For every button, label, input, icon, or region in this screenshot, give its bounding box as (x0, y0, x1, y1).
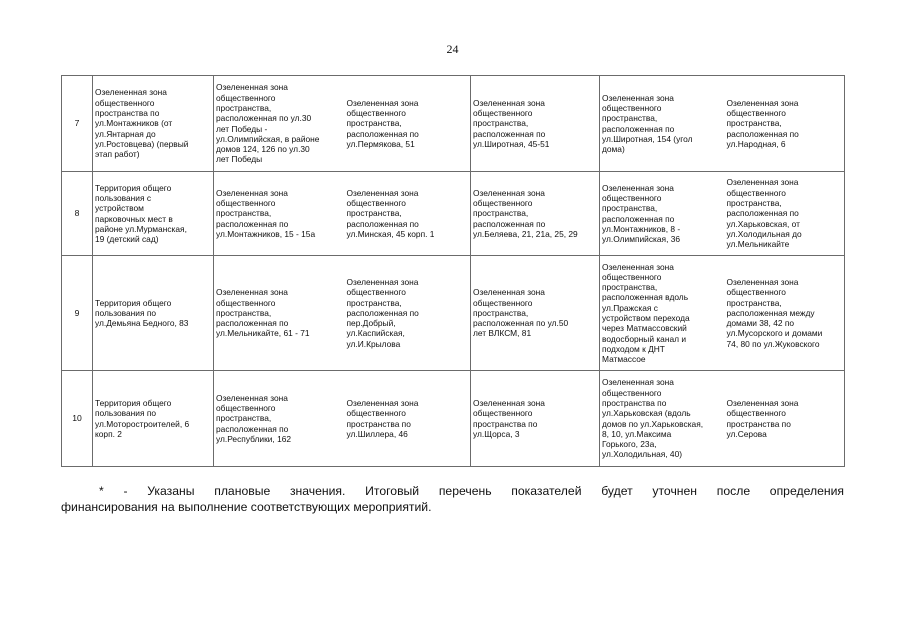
cell-text: Озелененная зона общественного пространства, расположенная по ул.Монтажников, 8 - ул.Олимпийская, 36 (602, 182, 681, 245)
table-cell (471, 371, 600, 467)
table-cell (93, 371, 214, 467)
table-row (62, 172, 845, 256)
cell-text: Озелененная зона общественного пространства, расположенная по ул.Республики, 162 (216, 392, 292, 444)
table-cell (725, 256, 845, 371)
table-cell (214, 371, 345, 467)
table-cell (600, 172, 725, 256)
table-cell (471, 76, 600, 172)
cell-text: Озелененная зона общественного пространства, расположенная по пер.Добрый, ул.Каспийская, ул.И.Крылова (346, 276, 419, 349)
table-cell (600, 256, 725, 371)
table-row (62, 371, 845, 467)
cell-text: Озелененная зона общественного пространства по ул.Монтажников (от ул.Янтарная до ул.Ростовцева) (первый этап работ) (95, 87, 189, 160)
cell-text: Озелененная зона общественного пространства по ул.Серова (726, 397, 799, 439)
table-cell (345, 371, 471, 467)
table-cell (471, 172, 600, 256)
table-row (62, 256, 845, 371)
page-number: 24 (446, 42, 459, 56)
table-cell (345, 256, 471, 371)
row-number: 10 (62, 371, 93, 467)
cell-text: Озелененная зона общественного пространства, расположенная по ул.Широтная, 45-51 (473, 97, 550, 149)
areas-table (61, 75, 845, 467)
footnote-line-2: финансирования на выполнение соответствующих мероприятий. (61, 500, 432, 514)
cell-text: Озелененная зона общественного пространства, расположенная по ул.Монтажников, 15 - 15а (216, 187, 316, 239)
cell-text: Озелененная зона общественного пространства, расположенная между домами 38, 42 по ул.Мусорского и домами 74, 80 по ул.Жуковского (726, 276, 823, 349)
cell-text: Озелененная зона общественного пространства по ул.Шиллера, 46 (346, 397, 419, 439)
cell-text: Территория общего пользования с устройством парковочных мест в районе ул.Мурманская, 19 (детский сад) (95, 182, 187, 245)
cell-text: Озелененная зона общественного пространства, расположенная по ул.Беляева, 21, 21а, 25, 29 (473, 187, 578, 239)
cell-text: Озелененная зона общественного пространства, расположенная по ул.Харьковская, от ул.Холодильная до ул.Мельникайте (726, 177, 802, 250)
cell-text: Территория общего пользования по ул.Демьяна Бедного, 83 (95, 297, 189, 329)
table-cell (214, 76, 345, 172)
row-number: 9 (62, 256, 93, 371)
cell-text: Озелененная зона общественного пространства, расположенная по ул.Минская, 45 корп. 1 (346, 187, 435, 239)
cell-text: Озелененная зона общественного пространства, расположенная по ул.Мельникайте, 61 - 71 (216, 287, 310, 339)
cell-text: Озелененная зона общественного пространства, расположенная по ул.50 лет ВЛКСМ, 81 (473, 287, 569, 339)
table-cell (600, 371, 725, 467)
table-cell (214, 256, 345, 371)
table-cell (600, 76, 725, 172)
cell-text: Озелененная зона общественного пространства, расположенная по ул.30 лет Победы - ул.Олимпийская, в районе домов 124, 126 по ул.30 лет Победы (216, 82, 320, 165)
cell-text: Озелененная зона общественного пространства, расположенная по ул.Широтная, 154 (угол дома) (602, 92, 693, 155)
table-cell (725, 76, 845, 172)
table-cell (471, 256, 600, 371)
footnote-line-1: * - Указаны плановые значения. Итоговый перечень показателей будет уточнен после определения (99, 484, 844, 498)
footnote (61, 483, 844, 515)
cell-text: Территория общего пользования по ул.Моторостроителей, 6 корп. 2 (95, 397, 190, 439)
table-cell (345, 76, 471, 172)
table-cell (93, 76, 214, 172)
table-cell (725, 371, 845, 467)
table-cell (214, 172, 345, 256)
cell-text: Озелененная зона общественного пространства, расположенная по ул.Народная, 6 (726, 97, 799, 149)
cell-text: Озелененная зона общественного пространства, расположенная по ул.Пермякова, 51 (346, 97, 419, 149)
cell-text: Озелененная зона общественного пространства, расположенная вдоль ул.Пражская с устройством перехода через Матмассовский водосборный канал и подходом к ДНТ Матмассое (602, 261, 690, 365)
table-cell (93, 256, 214, 371)
cell-text: Озелененная зона общественного пространства по ул.Щорса, 3 (473, 397, 545, 439)
table-cell (345, 172, 471, 256)
table-cell (725, 172, 845, 256)
table-row (62, 76, 845, 172)
cell-text: Озелененная зона общественного пространства по ул.Харьковская (вдоль домов по ул.Харьковская, 8, 10, ул.Максима Горького, 23а, ул.Холодильная, 40) (602, 377, 704, 460)
row-number: 7 (62, 76, 93, 172)
row-number: 8 (62, 172, 93, 256)
table-cell (93, 172, 214, 256)
